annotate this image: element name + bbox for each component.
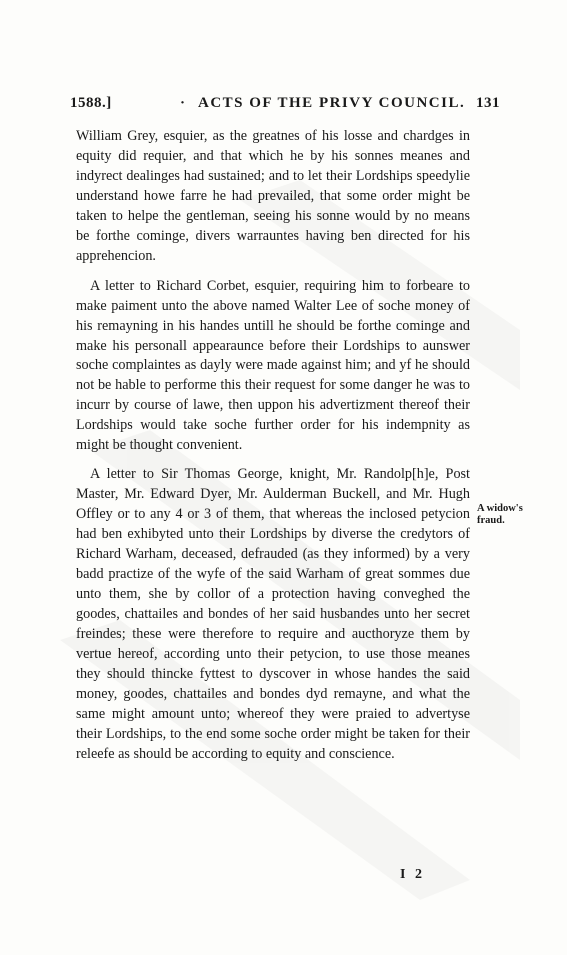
margin-note: A widow's fraud. bbox=[477, 503, 523, 526]
body-text bbox=[76, 127, 470, 765]
header-year: 1588.] bbox=[70, 95, 112, 111]
header-title: ACTS OF THE PRIVY COUNCIL. bbox=[198, 95, 466, 111]
header-separator: · bbox=[180, 95, 186, 111]
running-head bbox=[70, 95, 500, 117]
paragraph-2: A letter to Richard Corbet, esquier, requiring him to forbeare to make paiment unto the above named Walter Lee of soche money of his remayning in his handes untill he should be forthe cominge and make his personall appearaunce before their Lordships to aunswer soche complaintes as dayly were made against him; and yf he should not be hable to performe this their request for some danger he was to incurr by course of lawe, then uppon his advertizment thereof their Lordships would take soche further order for his indempnity as might be thought convenient. bbox=[76, 277, 470, 454]
paragraph-1: William Grey, esquier, as the greatnes of his losse and chardges in equity did requier, and that which he by his sonnes meanes and indyrect dealinges had sustained; and to let their Lordships speedylie understand howe farre he had prevailed, that some order might be taken to helpe the gentleman, seeing his sonne would by no means be forthe cominge, divers warrauntes having ben directed for his apprehencion. bbox=[76, 128, 470, 264]
paragraph-3: A letter to Sir Thomas George, knight, Mr. Randolp[h]e, Post Master, Mr. Edward Dyer, Mr. Aulderman Buckell, and Mr. Hugh Offley or to any 4 or 3 of them, that whereas the inclosed petycion had ben exhibyted unto their Lordships by diverse the credytors of Richard Warham, deceased, defrauded (as they informed) by a very badd practize of the wyfe of the said Warham of great sommes due unto them, she by collor of a protection having conveghed the goodes, chattailes and bondes of her said husbandes unto her secret freindes; these were therefore to require and aucthoryze them by vertue hereof, according unto their petycion, to use those meanes they should thincke fyttest to dyscover in whose handes the said money, goodes, chattailes and bondes dyd remayne, and what the same might amount unto; whereof they were praied to advertyse their Lordships, to the end some soche order might be taken for their releefe as should be according to equity and conscience. bbox=[76, 466, 470, 762]
page-number: 131 bbox=[476, 95, 500, 111]
signature-mark: I 2 bbox=[400, 867, 425, 882]
